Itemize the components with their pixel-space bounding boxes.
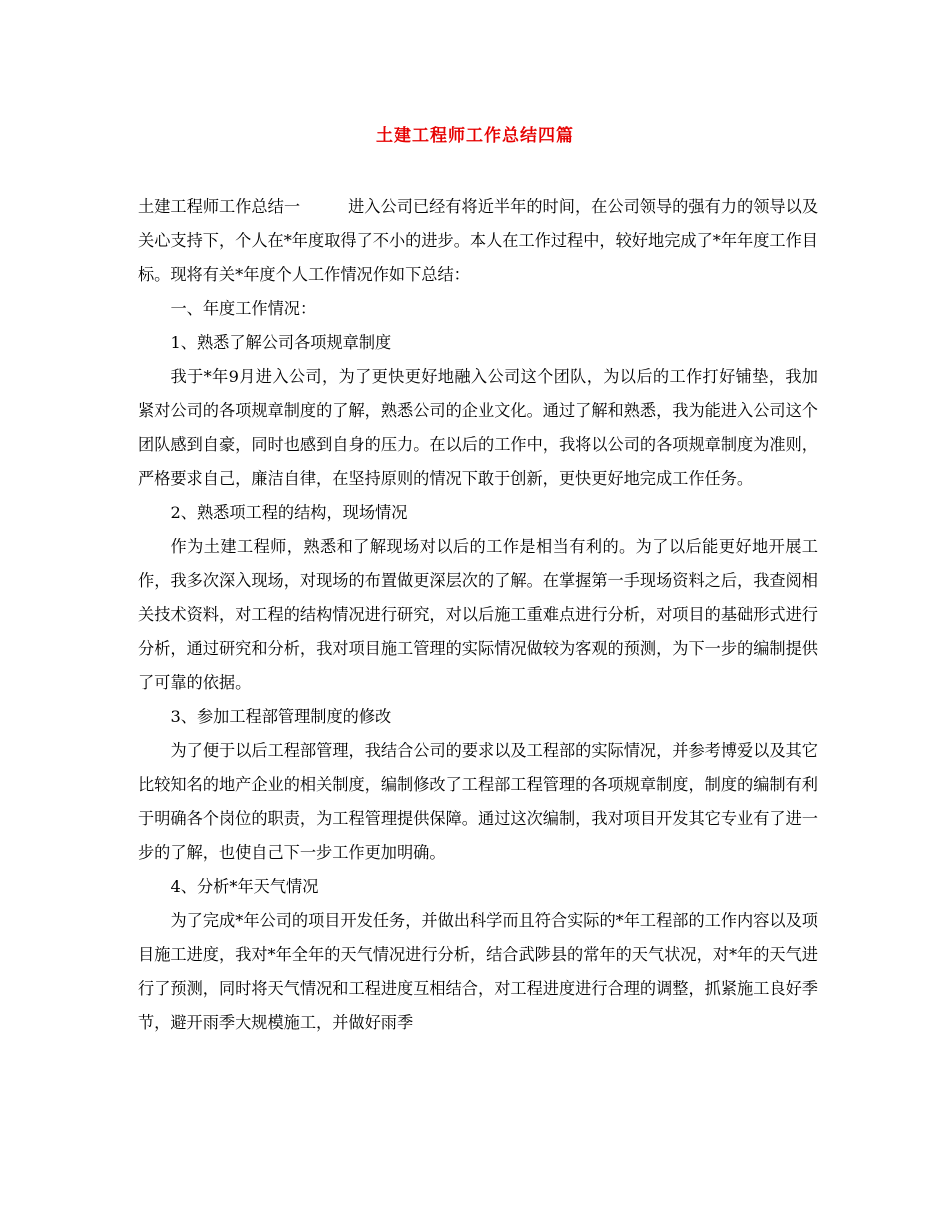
intro-label: 土建工程师工作总结一	[138, 197, 301, 216]
intro-text: 进入公司已经有将近半年的时间，在公司领导的强有力的领导以及关心支持下，个人在*年度取得了不小的进步。本人在工作过程中，较好地完成了*年年度工作目标。现将有关*年度个人工作情况作如下总结：	[138, 197, 819, 284]
item-text-1: 我于*年9月进入公司，为了更快更好地融入公司这个团队，为以后的工作打好铺垫，我加紧对公司的各项规章制度的了解，熟悉公司的企业文化。通过了解和熟悉，我为能进入公司这个团队感到自豪，同时也感到自身的压力。在以后的工作中，我将以公司的各项规章制度为准则，严格要求自己，廉洁自律，在坚持原则的情况下敢于创新，更快更好地完成工作任务。	[138, 367, 818, 488]
document-body	[138, 190, 818, 1040]
item-text-2: 作为土建工程师，熟悉和了解现场对以后的工作是相当有利的。为了以后能更好地开展工作，我多次深入现场，对现场的布置做更深层次的了解。在掌握第一手现场资料之后，我查阅相关技术资料，对工程的结构情况进行研究，对以后施工重难点进行分析，对项目的基础形式进行分析，通过研究和分析，我对项目施工管理的实际情况做较为客观的预测，为下一步的编制提供了可靠的依据。	[138, 537, 818, 692]
intro-paragraph	[138, 190, 818, 292]
item-heading-1: 1、熟悉了解公司各项规章制度	[170, 333, 392, 352]
item-text-4: 为了完成*年公司的项目开发任务，并做出科学而且符合实际的*年工程部的工作内容以及项目施工进度，我对*年全年的天气情况进行分析，结合武陟县的常年的天气状况，对*年的天气进行了预测，同时将天气情况和工程进度互相结合，对工程进度进行合理的调整，抓紧施工良好季节，避开雨季大规模施工，并做好雨季	[138, 911, 818, 1032]
item-heading-3: 3、参加工程部管理制度的修改	[170, 707, 392, 726]
item-heading-2: 2、熟悉项工程的结构，现场情况	[170, 503, 408, 522]
item-heading-4: 4、分析*年天气情况	[170, 877, 319, 896]
document-title: 土建工程师工作总结四篇	[376, 126, 574, 146]
section-heading: 一、年度工作情况：	[170, 299, 317, 318]
item-text-3: 为了便于以后工程部管理，我结合公司的要求以及工程部的实际情况，并参考博爱以及其它比较知名的地产企业的相关制度，编制修改了工程部工程管理的各项规章制度，制度的编制有利于明确各个岗位的职责，为工程管理提供保障。通过这次编制，我对项目开发其它专业有了进一步的了解，也使自己下一步工作更加明确。	[138, 741, 818, 862]
